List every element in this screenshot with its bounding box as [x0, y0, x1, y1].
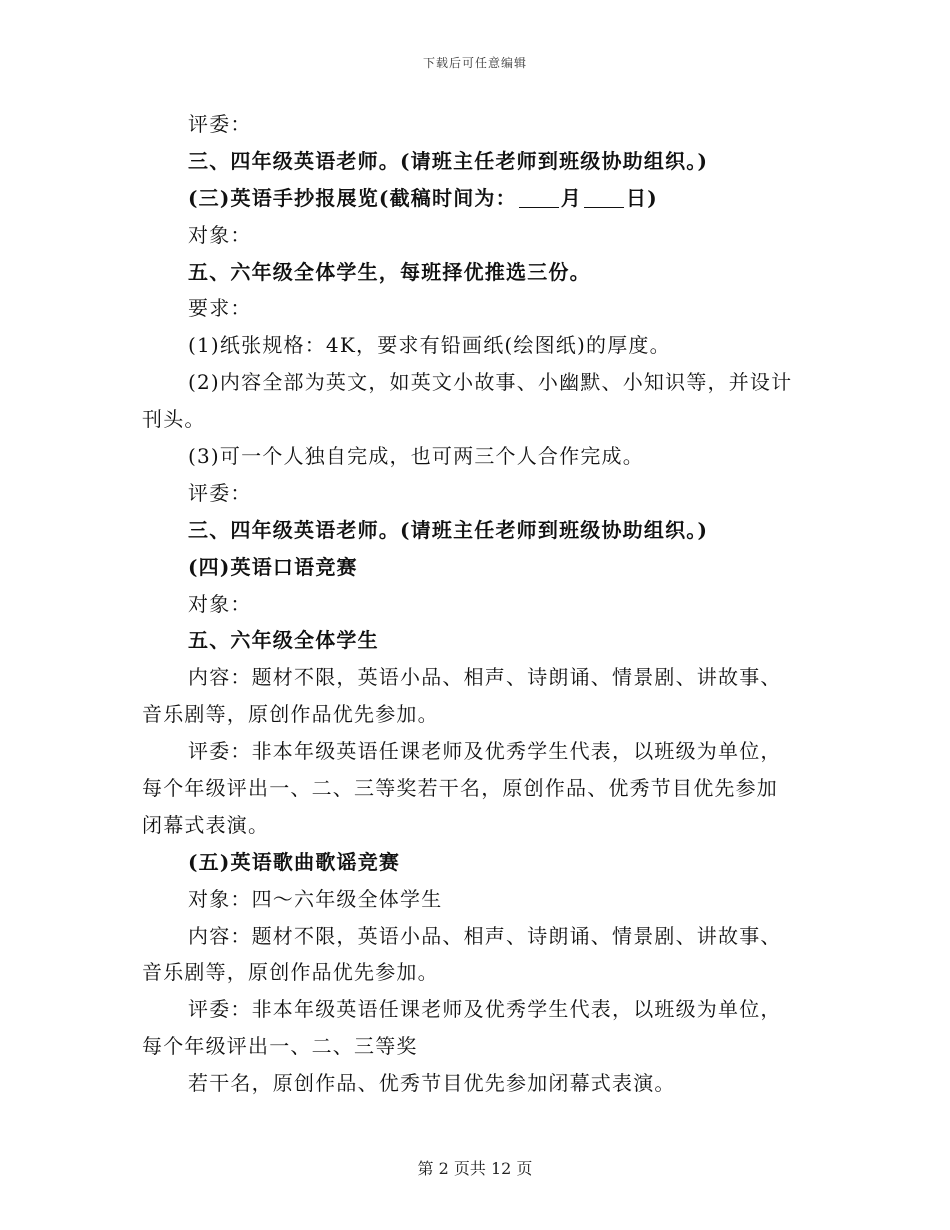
- judges-paragraph: 评委：非本年级英语任课老师及优秀学生代表，以班级为单位，: [188, 997, 782, 1022]
- day-label: 日): [626, 185, 658, 210]
- requirement-3: (3)可一个人独自完成，也可两三个人合作完成。: [188, 444, 644, 469]
- blank-month: [519, 187, 559, 208]
- content-paragraph: 内容：题材不限，英语小品、相声、诗朗诵、情景剧、讲故事、: [188, 665, 782, 690]
- section-heading-handwritten-newspaper: [142, 180, 810, 217]
- target-label: 对象：: [188, 222, 252, 247]
- target-label: 对象：: [188, 591, 252, 616]
- requirements-label: 要求：: [188, 296, 252, 321]
- content-paragraph-cont: 音乐剧等，原创作品优先参加。: [142, 702, 439, 727]
- judges-paragraph: 评委：非本年级英语任课老师及优秀学生代表，以班级为单位，: [188, 739, 782, 764]
- content-paragraph-cont: 音乐剧等，原创作品优先参加。: [142, 960, 439, 985]
- requirement-2: (2)内容全部为英文，如英文小故事、小幽默、小知识等，并设计: [188, 370, 793, 395]
- document-body: [142, 106, 810, 1102]
- content-paragraph: 内容：题材不限，英语小品、相声、诗朗诵、情景剧、讲故事、: [188, 923, 782, 948]
- page-header: 下载后可任意编辑: [422, 56, 527, 70]
- blank-day: [584, 187, 624, 208]
- page-footer: 第 2 页共 12 页: [417, 1159, 533, 1178]
- judges-label: 评委：: [188, 480, 252, 505]
- judges-paragraph-cont: 闭幕式表演。: [142, 812, 270, 837]
- requirement-2-cont: 刊头。: [142, 407, 206, 432]
- judges-paragraph-cont: 每个年级评出一、二、三等奖: [142, 1034, 418, 1059]
- judges-teachers: 三、四年级英语老师。(请班主任老师到班级协助组织。): [188, 148, 709, 173]
- target-students: 五、六年级全体学生: [188, 628, 379, 653]
- judges-paragraph-cont: 每个年级评出一、二、三等奖若干名，原创作品、优秀节目优先参加: [142, 776, 778, 801]
- section-heading-song-contest: (五)英语歌曲歌谣竞赛: [188, 849, 401, 874]
- target-paragraph: 对象：四～六年级全体学生: [188, 886, 443, 911]
- requirement-1: (1)纸张规格：4K，要求有铅画纸(绘图纸)的厚度。: [188, 333, 671, 358]
- section-heading-oral-contest: (四)英语口语竞赛: [188, 554, 358, 579]
- section-heading-text: (三)英语手抄报展览(截稿时间为：: [188, 185, 517, 210]
- judges-teachers: 三、四年级英语老师。(请班主任老师到班级协助组织。): [188, 517, 709, 542]
- judges-label: 评委：: [188, 112, 252, 136]
- month-label: 月: [560, 185, 582, 210]
- target-students: 五、六年级全体学生，每班择优推选三份。: [188, 259, 591, 284]
- judges-paragraph-cont: 若干名，原创作品、优秀节目优先参加闭幕式表演。: [188, 1071, 676, 1096]
